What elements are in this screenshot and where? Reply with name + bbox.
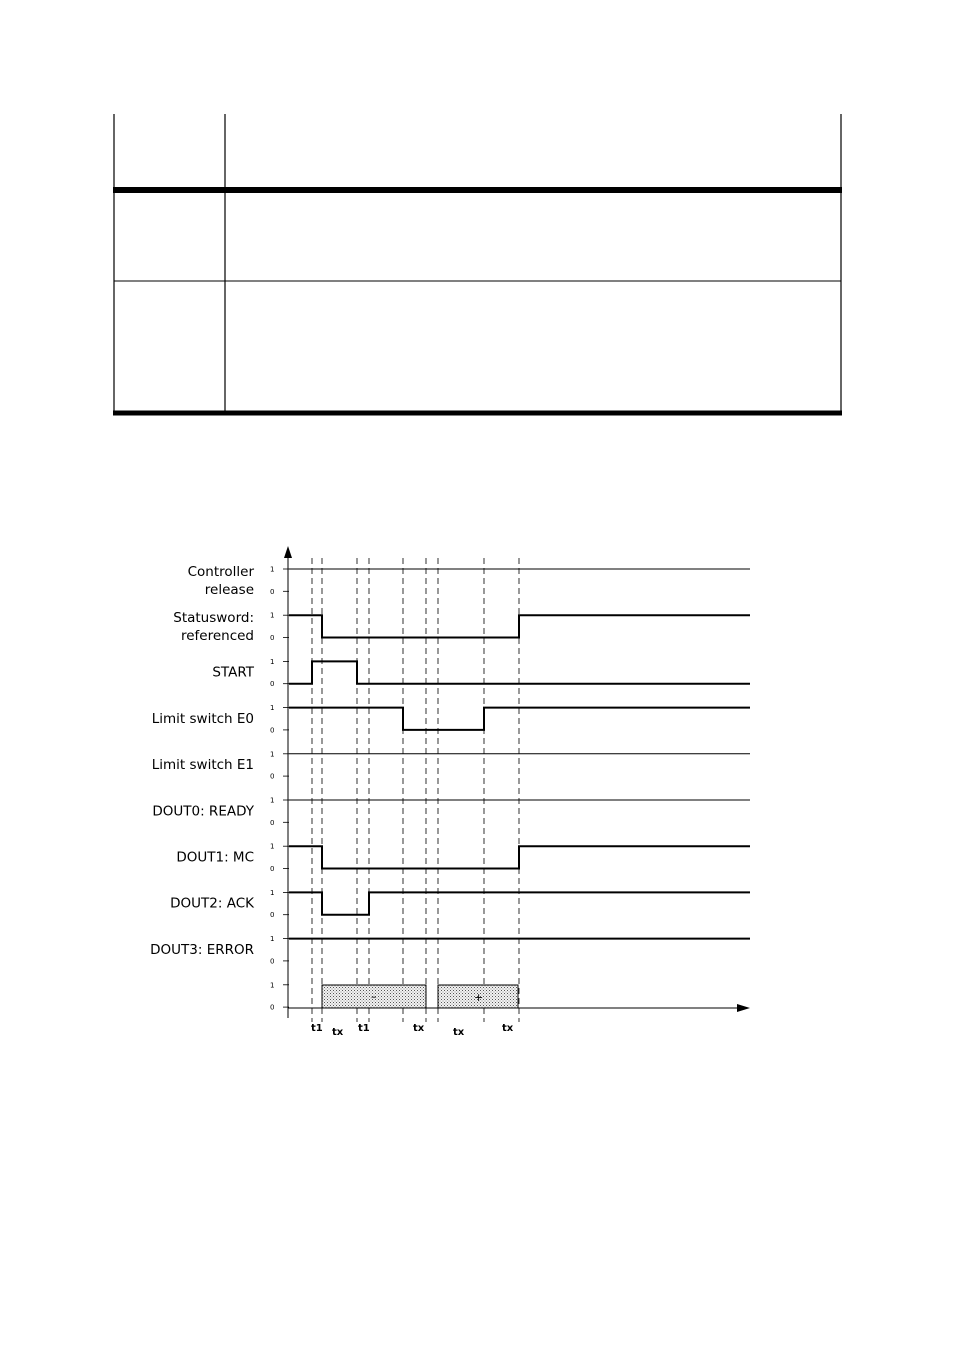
waveform-statusword-referenced <box>289 615 750 637</box>
time-label: t1 <box>358 1023 370 1034</box>
level-high-label: 1 <box>270 657 275 666</box>
level-low-label: 0 <box>270 818 275 827</box>
signal-track-controller-release <box>188 564 750 598</box>
motor-movement-track <box>322 985 518 1008</box>
waveform-limit-switch-e0 <box>289 708 750 730</box>
level-low-label: 0 <box>270 911 275 920</box>
signal-label-dout3-error: DOUT3: ERROR <box>150 941 254 958</box>
signal-track-dout3-error <box>150 935 750 965</box>
x-axis-arrow-icon <box>737 1004 750 1012</box>
time-label: t1 <box>311 1023 323 1034</box>
signal-label-statusword-referenced: Statusword: referenced <box>173 610 254 645</box>
level-low-label: 0 <box>270 634 275 642</box>
signal-label-controller-release: Controller release <box>187 564 254 598</box>
time-label: tx <box>413 1023 425 1034</box>
signal-label-limit-switch-e1: Limit switch E1 <box>151 757 254 774</box>
level-high-label: 1 <box>270 842 275 851</box>
signal-track-limit-switch-e1 <box>152 750 750 780</box>
level-high-label: 1 <box>270 611 275 620</box>
time-label: tx <box>332 1027 344 1038</box>
signal-label-limit-switch-e0: Limit switch E0 <box>151 710 254 727</box>
waveform-start <box>289 661 750 683</box>
signal-track-limit-switch-e0 <box>152 704 750 734</box>
waveform-dout2-ack <box>289 892 750 914</box>
level-low-label: 0 <box>270 957 275 966</box>
signal-track-dout0-ready <box>152 797 750 827</box>
level-low-label: 0 <box>270 680 275 689</box>
time-labels <box>311 1023 514 1038</box>
y-axis-arrow-icon <box>284 546 292 558</box>
level-high-label: 1 <box>270 750 275 759</box>
direction-label-positive: + <box>474 991 484 1004</box>
level-low-label: 0 <box>270 865 275 873</box>
waveform-dout1-mc <box>289 846 750 868</box>
signal-track-start <box>212 658 750 688</box>
level-high-label: 1 <box>270 981 275 990</box>
signal-label-start: START <box>212 664 254 681</box>
signal-track-dout2-ack <box>170 889 750 919</box>
level-high-label: 1 <box>270 935 275 944</box>
signal-track-motor-movement <box>270 981 289 1011</box>
level-low-label: 0 <box>270 1003 275 1012</box>
level-low-label: 0 <box>270 587 275 596</box>
signal-label-dout0-ready: DOUT0: READY <box>152 803 254 820</box>
signal-label-dout2-ack: DOUT2: ACK <box>170 895 254 912</box>
y-axis <box>284 546 292 1018</box>
level-high-label: 1 <box>270 704 275 713</box>
level-high-label: 1 <box>270 565 275 574</box>
level-high-label: 1 <box>270 796 275 805</box>
time-label: tx <box>502 1023 514 1034</box>
level-low-label: 0 <box>270 726 275 735</box>
signal-track-dout1-mc <box>176 843 750 873</box>
direction-label-negative: – <box>371 990 377 1003</box>
signal-label-dout1-mc: DOUT1: MC <box>176 849 254 866</box>
signal-track-statusword-referenced <box>173 610 750 644</box>
time-label: tx <box>453 1027 465 1038</box>
level-high-label: 1 <box>270 888 275 897</box>
level-low-label: 0 <box>270 772 275 781</box>
